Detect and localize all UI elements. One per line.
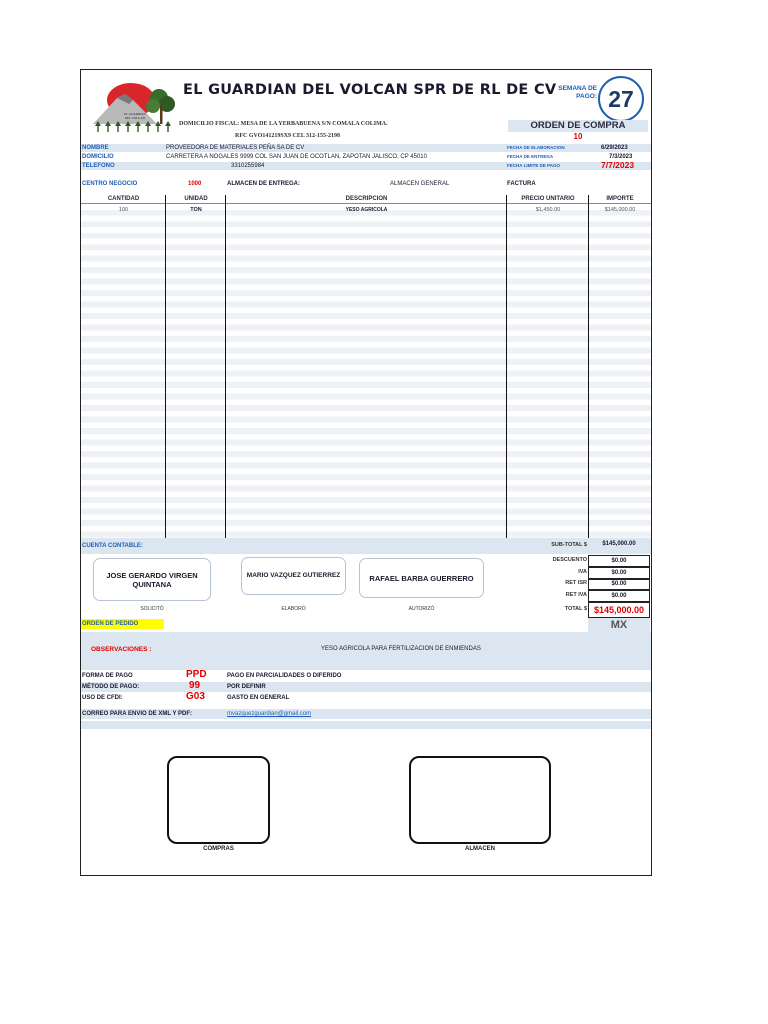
purchase-order-sheet <box>80 69 652 876</box>
retiva-label: RET IVA <box>565 592 587 598</box>
iva-label: IVA <box>578 569 587 575</box>
correo-link[interactable]: mvazquezguardian@gmail.com <box>227 711 312 717</box>
factura-label: FACTURA <box>507 181 536 187</box>
items-table <box>81 195 651 538</box>
descuento-label: DESCUENTO <box>552 557 587 563</box>
uso-cfdi-code: G03 <box>186 691 205 702</box>
currency-badge: MX <box>588 618 650 632</box>
elaboro-label: ELABORÓ <box>281 606 306 612</box>
forma-pago-desc: PAGO EN PARCIALIDADES O DIFERIDO <box>227 673 342 679</box>
semana-label <box>539 85 597 101</box>
divider <box>165 195 166 538</box>
table-row <box>81 206 651 214</box>
subtotal-value: $145,000.00 <box>602 541 636 547</box>
col-descripcion: DESCRIPCION <box>345 196 388 202</box>
orden-number: 10 <box>573 132 583 141</box>
almacen-stamp-label: ALMACEN <box>465 846 495 852</box>
forma-pago-row <box>81 671 651 681</box>
semana-label-line-2: PAGO: <box>576 93 597 100</box>
semana-label-line-1: SEMANA DE <box>558 85 597 92</box>
nombre-row <box>81 144 651 152</box>
correo-row <box>81 709 651 719</box>
total-label: TOTAL $ <box>564 606 587 612</box>
retisr-label: RET ISR <box>565 580 587 586</box>
metodo-pago-desc: POR DEFINIR <box>227 684 266 690</box>
forma-pago-label: FORMA DE PAGO <box>82 673 133 679</box>
subtotal-label: SUB-TOTAL $ <box>551 542 587 548</box>
iva-value: $0.00 <box>588 567 650 579</box>
uso-cfdi-row <box>81 693 651 703</box>
centro-row <box>81 180 651 188</box>
rfc-line: RFC GVO141219SX9 CEL 312-155-2198 <box>235 133 341 139</box>
observaciones-area <box>81 632 651 670</box>
almacen-stamp-box <box>409 756 551 844</box>
telefono-label: TELEFONO <box>82 163 115 169</box>
col-unidad: UNIDAD <box>184 196 208 202</box>
items-header <box>81 195 651 204</box>
col-cantidad: CANTIDAD <box>107 196 140 202</box>
retiva-value: $0.00 <box>588 590 650 602</box>
nombre-label: NOMBRE <box>82 145 109 151</box>
cell-precio: $1,450.00 <box>535 207 561 213</box>
solicito-signature-box: JOSE GERARDO VIRGEN QUINTANA <box>93 558 211 601</box>
col-importe: IMPORTE <box>606 196 634 202</box>
total-value: $145,000.00 <box>588 602 650 618</box>
fecha-elaboracion-label: FECHA DE ELABORACION <box>507 145 565 150</box>
almacen-value: ALMACEN GENERAL <box>390 181 450 187</box>
logo-text-2: DEL VOLCAN <box>124 116 146 120</box>
autorizo-label: AUTORIZÓ <box>408 606 435 612</box>
nombre-value: PROVEEDORA DE MATERIALES PEÑA SA DE CV <box>166 145 305 151</box>
fecha-entrega-value: 7/3/2023 <box>609 154 633 160</box>
correo-label: CORREO PARA ENVIO DE XML Y PDF: <box>82 711 193 717</box>
fecha-limite-value: 7/7/2023 <box>601 160 635 170</box>
forma-pago-code: PPD <box>186 669 207 680</box>
telefono-value: 3310255984 <box>231 163 265 169</box>
orden-pedido-label: ORDEN DE PEDIDO <box>81 619 164 629</box>
metodo-pago-label: MÉTODO DE PAGO: <box>82 684 140 690</box>
uso-cfdi-desc: GASTO EN GENERAL <box>227 695 290 701</box>
company-name: EL GUARDIAN DEL VOLCAN SPR DE RL DE CV <box>183 82 557 98</box>
volcano-logo-icon <box>87 76 179 138</box>
logo-text-1: EL GUARDIAN <box>124 112 146 116</box>
elaboro-signature-box: MARIO VAZQUEZ GUTIERREZ <box>241 557 346 595</box>
col-precio: PRECIO UNITARIO <box>521 196 575 202</box>
metodo-pago-row <box>81 682 651 692</box>
compras-stamp-box <box>167 756 270 844</box>
orden-title: ORDEN DE COMPRA <box>508 120 648 132</box>
items-stripes <box>81 204 651 538</box>
cuenta-contable-label: CUENTA CONTABLE: <box>82 543 143 549</box>
centro-value: 1000 <box>188 181 202 187</box>
blank-shade-row <box>81 721 651 729</box>
divider <box>506 195 507 538</box>
uso-cfdi-label: USO DE CFDI: <box>82 695 123 701</box>
divider <box>588 195 589 538</box>
observaciones-label: OBSERVACIONES : <box>91 646 152 653</box>
centro-label: CENTRO NEGOCIO <box>82 181 138 187</box>
fecha-entrega-label: FECHA DE ENTREGA <box>507 154 554 159</box>
semana-number: 27 <box>598 76 644 122</box>
domicilio-row <box>81 153 651 161</box>
cell-descripcion: YESO AGRICOLA <box>345 207 388 213</box>
domicilio-value: CARRETERA A NOGALES 9999 COL SAN JUAN DE OCOTLAN, ZAPOTAN JALISCO, CP 45010 <box>166 154 427 160</box>
cell-cantidad: 100 <box>118 207 129 213</box>
fecha-elaboracion-value: 6/29/2023 <box>601 145 628 151</box>
compras-label: COMPRAS <box>203 846 234 852</box>
solicito-label: SOLICITÓ <box>140 606 164 612</box>
observaciones-text: YESO AGRICOLA PARA FERTILIZACION DE ENMIENDAS <box>321 646 481 652</box>
autorizo-signature-box: RAFAEL BARBA GUERRERO <box>359 558 484 598</box>
descuento-value: $0.00 <box>588 555 650 567</box>
metodo-pago-code: 99 <box>189 680 201 691</box>
cell-unidad: TON <box>190 207 202 213</box>
fiscal-address: DOMICILIO FISCAL: MESA DE LA YERBABUENA S/N COMALA COLIMA. <box>179 121 388 127</box>
cell-importe: $145,000.00 <box>604 207 636 213</box>
divider <box>225 195 226 538</box>
domicilio-label: DOMICILIO <box>82 154 114 160</box>
fecha-limite-label: FECHA LIMITE DE PAGO <box>507 163 561 168</box>
almacen-label: ALMACEN DE ENTREGA: <box>227 181 300 187</box>
retisr-value: $0.00 <box>588 579 650 590</box>
telefono-row <box>81 162 651 170</box>
